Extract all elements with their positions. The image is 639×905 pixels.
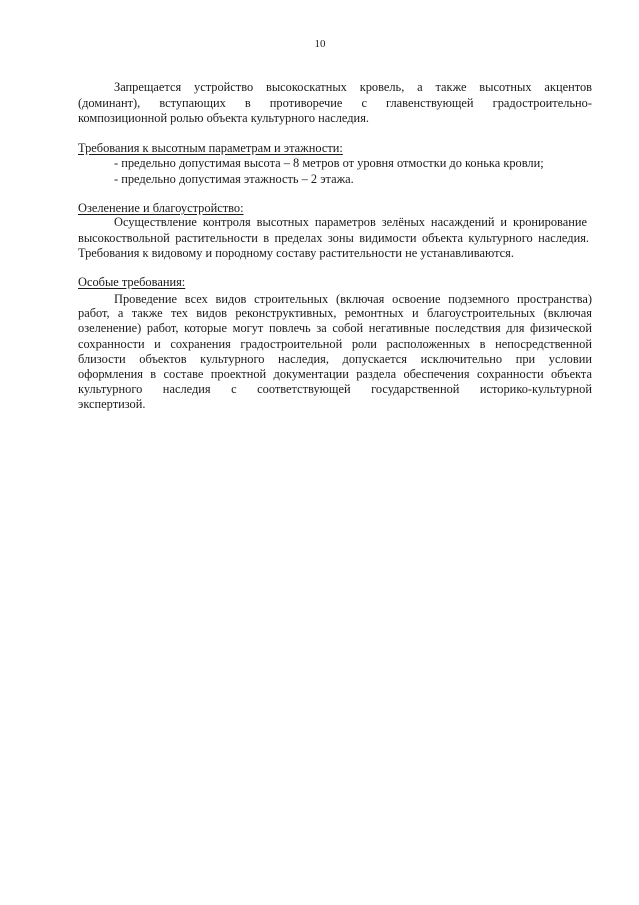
section-heading: Особые требования: (78, 275, 186, 289)
list-item: - предельно допустимая этажность – 2 этажа. (114, 172, 354, 186)
section-heading: Требования к высотным параметрам и этажности: (78, 141, 343, 155)
paragraph-line: Требования к видовому и породному составу растительности не устанавливаются. (78, 246, 514, 260)
paragraph-line: композиционной ролью объекта культурного наследия. (78, 111, 369, 125)
paragraph-line: сохранности и сохранения градостроительной роли расположенных в непосредственной (78, 337, 592, 351)
paragraph-line: культурного наследия с соответствующей государственной историко-культурной (78, 382, 592, 396)
page-number: 10 (314, 38, 326, 50)
list-item: - предельно допустимая высота – 8 метров от уровня отмостки до конька кровли; (114, 156, 544, 170)
paragraph-line: близости объектов культурного наследия, допускается исключительно при условии (78, 352, 592, 366)
paragraph-line: высокоствольной растительности в пределах зоны видимости объекта культурного наследия. (78, 231, 589, 245)
section-heading: Озеленение и благоустройство: (78, 201, 244, 215)
paragraph-line: оформления в составе проектной документации раздела обеспечения сохранности объекта (78, 367, 592, 381)
paragraph-line: озеленение) работ, которые могут повлечь за собой негативные последствия для физической (78, 321, 592, 335)
paragraph-line: Осуществление контроля высотных параметров зелёных насаждений и кронирование (114, 215, 587, 229)
paragraph-line: (доминант), вступающих в противоречие с главенствующей градостроительно- (78, 96, 592, 110)
paragraph-line: работ, а также тех видов реконструктивных, ремонтных и благоустроительных (включая (78, 306, 592, 320)
paragraph-line: экспертизой. (78, 397, 146, 411)
paragraph-line: Проведение всех видов строительных (включая освоение подземного пространства) (114, 292, 592, 306)
paragraph-line: Запрещается устройство высокоскатных кровель, а также высотных акцентов (114, 80, 592, 94)
